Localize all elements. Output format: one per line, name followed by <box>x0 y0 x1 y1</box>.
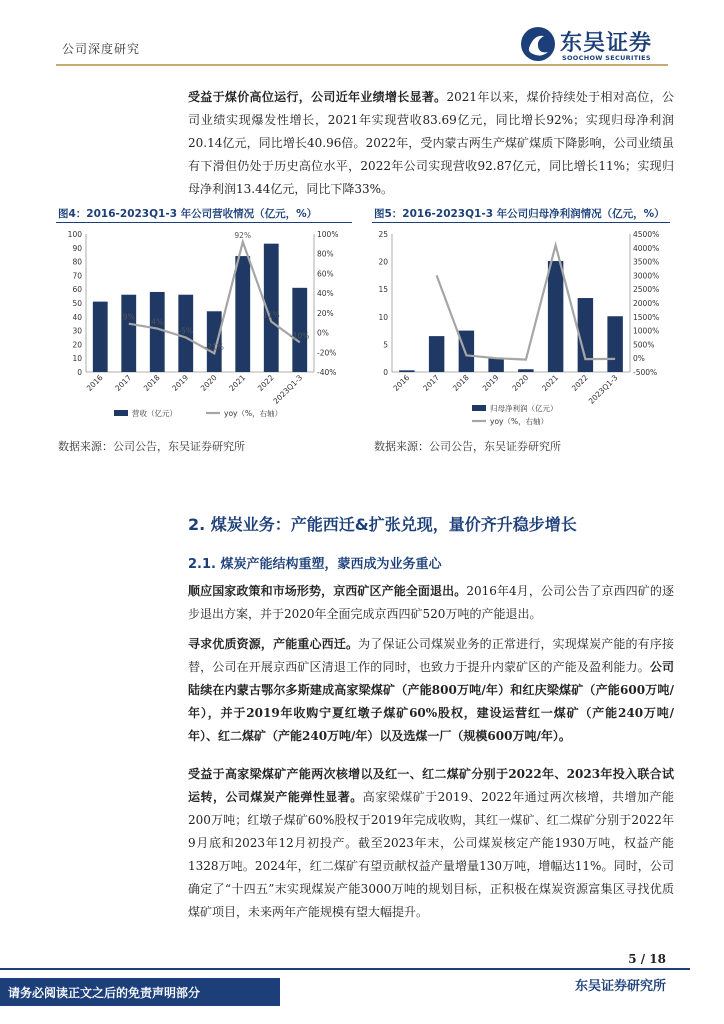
yoy-data-label: -5% <box>178 326 194 336</box>
x-tick-label: 2018 <box>141 373 162 393</box>
footer-institute: 东吴证券研究所 <box>574 979 666 994</box>
p2-lead: 寻求优质资源，产能重心西迁。 <box>188 637 359 651</box>
section-2-1-heading: 2.1. 煤炭产能结构重塑，蒙西成为业务重心 <box>188 557 442 572</box>
yoy-data-label: -10% <box>290 331 310 341</box>
y2-tick-label: 2500% <box>633 285 660 295</box>
data-bar <box>290 288 310 372</box>
intro-body: 2021年以来，煤价持续处于相对高位，公司业绩实现爆发性增长，2021年实现营收83.69亿元，同比增长92%；实现归母净利润20.14亿元，同比增长40.96倍。2022年，受内蒙古两生产煤矿煤质下降影响，公司业绩虽有下滑但仍处于历史高位水平，2022年公司实现营收92.87亿元，同比增长11%；实现归母净利润13.44亿元，同比下降33%。 <box>188 90 674 196</box>
footer-divider <box>0 968 690 970</box>
x-tick-label: 2018 <box>450 373 471 393</box>
data-bar <box>607 316 622 372</box>
x-tick-label: 2016 <box>391 373 412 393</box>
data-bar <box>121 295 136 372</box>
y-tick-label: 10 <box>72 354 82 364</box>
figure5-chart <box>372 224 670 428</box>
y2-tick-label: 20% <box>317 308 334 318</box>
y-tick-label: 25 <box>378 230 388 239</box>
report-type-label: 公司深度研究 <box>62 42 141 56</box>
y2-tick-label: -40% <box>317 368 337 377</box>
y2-tick-label: 3000% <box>633 271 660 281</box>
y2-tick-label: 0% <box>317 328 329 338</box>
paragraph-jingxi-exit <box>188 580 674 626</box>
x-tick-label: 2017 <box>421 373 442 393</box>
y2-tick-label: 1500% <box>633 312 660 322</box>
data-bar <box>150 292 165 372</box>
p1-body: 2016年4月，公司公告了京西四矿的逐步退出方案，并于2020年全面完成京西四矿520万吨的产能退出。 <box>188 584 674 621</box>
y-tick-label: 50 <box>72 299 82 308</box>
y2-tick-label: -20% <box>317 348 337 358</box>
legend-bar-label: 归母净利润（亿元） <box>490 404 558 413</box>
legend-bar-label: 营收（亿元） <box>132 409 177 418</box>
y2-tick-label: 40% <box>317 289 334 299</box>
figure5-title: 图5：2016-2023Q1-3 年公司归母净利润情况（亿元，%） <box>374 208 665 220</box>
intro-paragraph <box>188 86 674 201</box>
y2-tick-label: 60% <box>317 269 334 279</box>
x-tick-label: 2020 <box>198 373 219 393</box>
y2-tick-label: 500% <box>633 340 655 350</box>
section-2-heading: 2. 煤炭业务：产能西迁&扩张兑现，量价齐升稳步增长 <box>188 515 577 534</box>
x-tick-label: 2022 <box>569 373 590 393</box>
p2-highlight: 公司陆续在内蒙古鄂尔多斯建成高家梁煤矿（产能800万吨/年）和红庆梁煤矿（产能600万吨/年），并于2019年收购宁夏红墩子煤矿60%股权，建设运营红一煤矿（产能240万吨/年）、红二煤矿（产能240万吨/年）以及选煤一厂（规模600万吨/年）。 <box>188 660 674 743</box>
y-tick-label: 5 <box>383 340 388 350</box>
figure5-divider <box>372 222 670 223</box>
y2-tick-label: 0% <box>633 354 645 364</box>
y2-tick-label: 2000% <box>633 299 660 308</box>
yoy-data-label: 4% <box>151 317 164 327</box>
y-tick-label: 70 <box>72 271 82 281</box>
data-bar <box>548 261 563 372</box>
x-tick-label: 2019 <box>170 373 191 393</box>
paragraph-capacity-elasticity <box>188 763 674 924</box>
data-bar <box>399 370 414 372</box>
x-tick-label: 2016 <box>84 373 105 393</box>
header-divider <box>56 64 668 66</box>
y-tick-label: 40 <box>72 312 82 322</box>
legend-bar-swatch <box>472 405 486 411</box>
figure4-chart <box>56 224 352 428</box>
yoy-data-label: 92% <box>234 230 252 240</box>
y2-tick-label: 1000% <box>633 326 660 336</box>
y-tick-label: 60 <box>72 285 82 295</box>
y2-tick-label: 3500% <box>633 257 660 267</box>
y2-tick-label: 100% <box>317 230 339 239</box>
figure5-source: 数据来源：公司公告，东吴证券研究所 <box>374 440 561 453</box>
figure4-title: 图4：2016-2023Q1-3 年公司营收情况（亿元，%） <box>58 208 318 220</box>
yoy-data-label: 9% <box>122 312 135 322</box>
paragraph-capacity-west <box>188 633 674 748</box>
logo-text-en: SOOCHOW SECURITIES <box>562 54 651 62</box>
p3-lead: 受益于高家梁煤矿产能两次核增以及红一、红二煤矿分别于2022年、2023年投入联合试运转，公司煤炭产能弹性显著。 <box>188 767 674 804</box>
logo-mark-icon <box>520 26 556 62</box>
p1-lead: 顺应国家政策和市场形势，京西矿区产能全面退出。 <box>188 584 467 598</box>
y-tick-label: 0 <box>77 368 82 377</box>
y-tick-label: 100 <box>67 230 82 239</box>
legend-line-label: yoy（%，右轴） <box>224 409 283 418</box>
net-profit-chart-svg <box>372 224 670 428</box>
data-bar <box>93 302 108 372</box>
revenue-chart-svg <box>56 224 352 428</box>
data-bar <box>235 256 250 372</box>
y-tick-label: 10 <box>378 312 388 322</box>
y-tick-label: 30 <box>72 326 82 336</box>
x-tick-label: 2017 <box>113 373 134 393</box>
p3-body: 高家梁煤矿于2019、2022年通过两次核增，共增加产能200万吨；红墩子煤矿60%股权于2019年完成收购，其红一煤矿、红二煤矿分别于2022年9月底和2023年12月初投产。截至2023年末，公司煤炭核定产能1930万吨，权益产能1328万吨。2024年，红二煤矿有望贡献权益产量增量130万吨，增幅达11%。同时，公司确定了“十四五”末实现煤炭产能3000万吨的规划目标，正积极在煤炭资源富集区寻找优质煤矿项目，未来两年产能规模有望大幅提升。 <box>188 790 674 919</box>
legend-line-label: yoy（%，右轴） <box>490 417 549 426</box>
data-bar <box>488 358 503 372</box>
x-tick-label: 2023Q1-3 <box>271 373 305 406</box>
y2-tick-label: 4000% <box>633 243 660 253</box>
y2-tick-label: 4500% <box>633 230 660 239</box>
data-bar <box>429 336 444 372</box>
page-number: 5 / 18 <box>628 952 666 966</box>
y2-tick-label: 80% <box>317 249 334 259</box>
y-tick-label: 20 <box>72 340 82 350</box>
yoy-data-label: 11% <box>262 310 280 320</box>
y-tick-label: 20 <box>378 257 388 267</box>
data-bar <box>459 331 474 372</box>
x-tick-label: 2019 <box>480 373 501 393</box>
p2-body: 为了保证公司煤炭业务的正常进行，实现煤炭产能的有序接替，公司在开展京西矿区清退工作的同时，也致力于提升内蒙矿区的产能及盈利能力。 <box>188 637 674 674</box>
figure4-divider <box>56 222 352 223</box>
x-tick-label: 2022 <box>255 373 276 393</box>
x-tick-label: 2020 <box>510 373 531 393</box>
disclaimer-banner: 请务必阅读正文之后的免责声明部分 <box>0 978 280 1006</box>
data-bar <box>518 369 533 372</box>
y-tick-label: 0 <box>383 368 388 377</box>
y-tick-label: 90 <box>72 243 82 253</box>
legend-bar-swatch <box>114 410 128 416</box>
x-tick-label: 2021 <box>227 373 248 393</box>
yoy-data-label: -21% <box>204 342 224 352</box>
intro-lead: 受益于煤价高位运行，公司近年业绩增长显著。 <box>188 90 447 104</box>
logo-text-cn: 东吴证券 <box>560 31 653 56</box>
figure4-source: 数据来源：公司公告，东吴证券研究所 <box>58 440 245 453</box>
y2-tick-label: -500% <box>633 368 658 377</box>
x-tick-label: 2021 <box>540 373 561 393</box>
company-logo <box>520 26 670 66</box>
y-tick-label: 15 <box>378 285 388 295</box>
y-tick-label: 80 <box>72 257 82 267</box>
x-tick-label: 2023Q1-3 <box>586 373 620 406</box>
